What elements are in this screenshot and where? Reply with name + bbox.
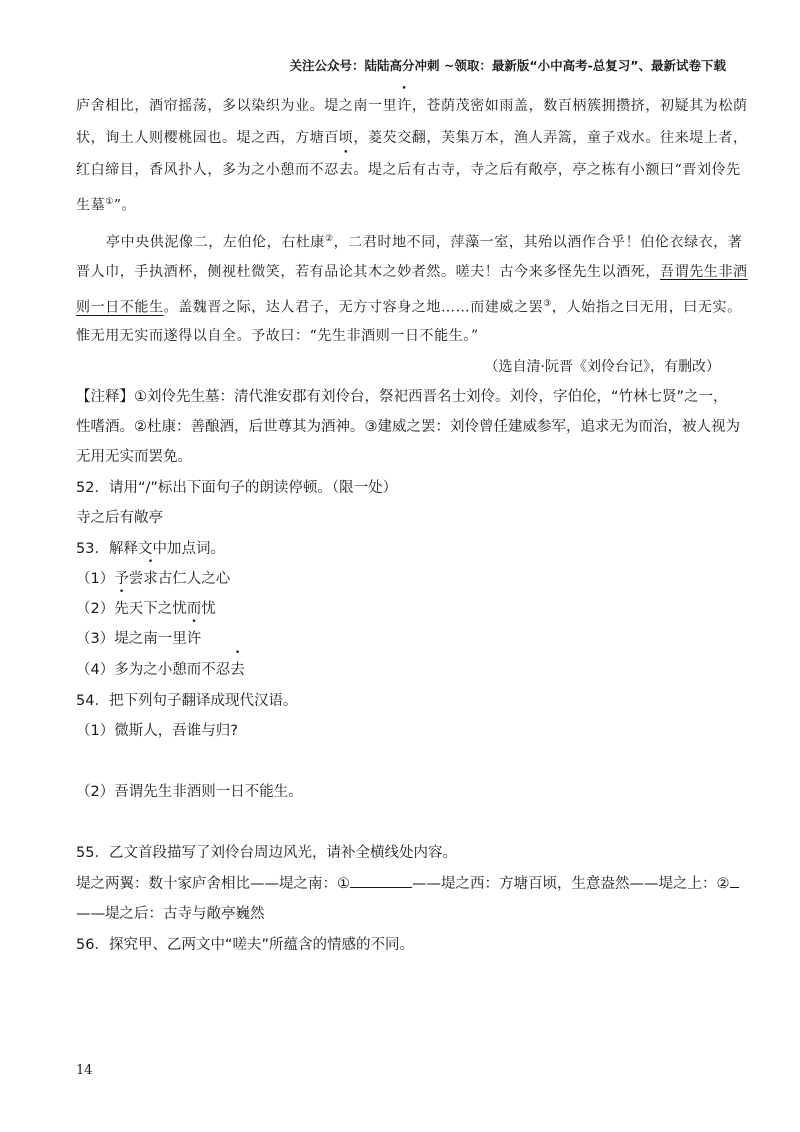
emphasis-dot-char: 许: [186, 631, 202, 647]
passage-line: 晋人巾，手执酒杯，侧视杜微笑，若有品论其木之妙者然。嗟夫！古今来多怪先生以酒死，吾谓先生非酒: [76, 264, 748, 280]
notes-line: 无用无实而罢免。: [76, 449, 192, 465]
question-55: 55．乙文首段描写了刘伶台周边风光，请补全横线处内容。: [76, 845, 457, 861]
question-53: 53．解释文中加点词。: [76, 541, 225, 557]
emphasis-dot-char: 去: [338, 162, 354, 178]
question-53-item-2: （2）先天下之忧而忧: [76, 601, 216, 617]
answer-blank[interactable]: [730, 873, 739, 888]
underlined-sentence: 则一日不能生: [76, 299, 164, 316]
footnote-marker: ①: [105, 197, 114, 207]
passage-line: 则一日不能生。盖魏晋之际，达人君子，无方寸容身之地……而建威之罢③，人始指之曰无用，曰无实。: [76, 299, 742, 316]
passage-line: 惟无用无实而遂得以自全。予故曰：“先生非酒则一日不能生。”: [76, 328, 479, 344]
question-52: 52．请用“/”标出下面句子的朗读停顿。（限一处）: [76, 480, 398, 496]
underlined-sentence: 吾谓先生非酒: [660, 264, 748, 280]
emphasis-dot-char: 先: [114, 601, 129, 617]
page-number: 14: [76, 1063, 93, 1078]
passage-line: 状，询土人则樱桃园也。堤之西，方塘百顷，菱芡交翻，芙集万本，渔人弄篙，童子戏水。往来堤上者，: [76, 130, 748, 146]
question-53-item-1: （1）予尝求古仁人之心: [76, 571, 231, 587]
question-53-item-3: （3）堤之南一里许: [76, 631, 202, 647]
question-54-item-2: （2）吾谓先生非酒则一日不能生。: [76, 784, 303, 800]
emphasis-dot-char: 去: [230, 662, 245, 678]
question-53-item-4: （4）多为之小憩而不忍去: [76, 662, 245, 678]
notes-line: 性嗜酒。②杜康：善酿酒，后世尊其为酒神。③建威之罢：刘伶曾任建威参军，追求无为而治，被人视为: [76, 419, 740, 435]
emphasis-dot-char: 许: [397, 98, 412, 114]
answer-blank[interactable]: [350, 873, 412, 888]
question-55-line-1: 堤之两翼：数十家庐舍相比——堤之南：① ——堤之西：方塘百顷，生意盎然——堤之上：②: [76, 873, 739, 894]
passage-line: 亭中央供泥像二，左伯伦，右杜康②，二君时地不同，萍藻一室，其殆以酒作合乎！伯伦衣绿衣，著: [106, 234, 743, 251]
question-54-item-1: （1）微斯人，吾谁与归?: [76, 723, 238, 739]
question-56: 56．探究甲、乙两文中“嗟夫”所蕴含的情感的不同。: [76, 937, 414, 953]
footnote-marker: ②: [325, 234, 334, 244]
passage-source: （选自清·阮晋《刘伶台记》，有删改）: [484, 359, 720, 375]
question-54: 54．把下列句子翻译成现代汉语。: [76, 693, 298, 709]
question-55-line-2: ——堤之后：古寺与敞亭巍然: [76, 906, 265, 922]
passage-line: 庐舍相比，酒帘摇荡，多以染织为业。堤之南一里许，苍荫茂密如雨盖，数百柄簇拥攒挤，初疑其为松荫: [76, 98, 748, 114]
notes-line: 【注释】①刘伶先生墓：清代淮安郡有刘伶台，祭祀西晋名士刘伶。刘伶，字伯伦，“竹林七贤”之一，: [76, 389, 728, 405]
emphasis-dot-char: 求: [143, 571, 158, 587]
footnote-marker: ③: [543, 299, 552, 309]
question-52-sentence: 寺之后有敞亭: [76, 510, 163, 526]
passage-line: 生墓①”。: [76, 197, 137, 214]
passage-line: 红白缔目，香风扑人，多为之小憩而不忍去。堤之后有古寺，寺之后有敞亭，亭之栋有小额曰“晋刘伶先: [76, 162, 741, 178]
page-header-banner: 关注公众号：陆陆高分冲刺 ~领取：最新版“小中高考-总复习”、最新试卷下载: [289, 58, 726, 73]
